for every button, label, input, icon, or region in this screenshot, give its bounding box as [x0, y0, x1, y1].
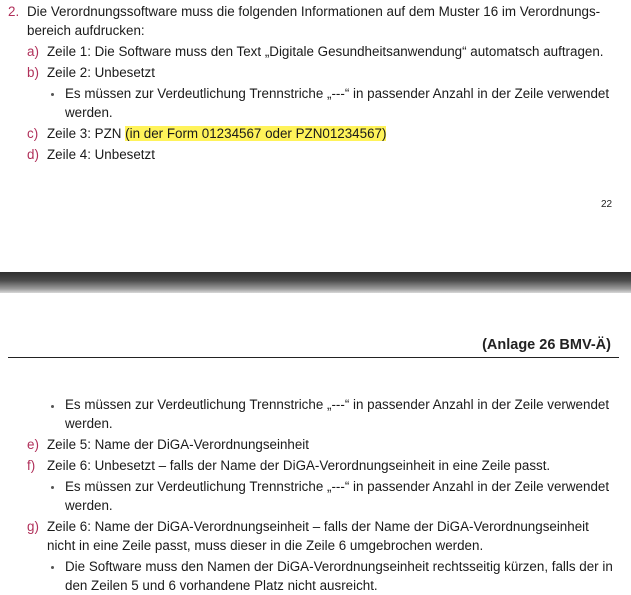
item-f-text: Zeile 6: Unbesetzt – falls der Name der DiGA-Verordnungseinheit in eine Zeile passt. [47, 458, 551, 473]
bullet-icon [51, 486, 54, 489]
item-b-bullet-line-1: Es müssen zur Verdeutlichung Trennstriche „---“ in passender Anzahl in der Zeile verwendet [65, 86, 610, 101]
bullet-1-line-1: Es müssen zur Verdeutlichung Trennstriche „---“ in passender Anzahl in der Zeile verwendet [65, 397, 610, 412]
item-g-line-1: Zeile 6: Name der DiGA-Verordnungseinheit – falls der Name der DiGA-Verordnungseinheit [47, 519, 589, 534]
item-2-line-2: bereich aufdrucken: [27, 23, 145, 38]
item-g-bullet-line-2: den Zeilen 5 und 6 vorhandene Platz nicht ausreicht. [65, 578, 378, 593]
header-rule [8, 357, 619, 358]
bullet-1-line-2: werden. [65, 416, 113, 431]
anlage-header: (Anlage 26 BMV-Ä) [482, 337, 611, 353]
item-f-label: f) [27, 458, 36, 473]
bullet-icon [51, 405, 54, 408]
item-b-text: Zeile 2: Unbesetzt [47, 65, 155, 80]
item-c-text: Zeile 3: PZN [47, 126, 122, 141]
item-f-bullet-line-2: werden. [65, 498, 113, 513]
bullet-icon [51, 93, 54, 96]
item-c-label: c) [27, 126, 39, 141]
item-f-bullet-line-1: Es müssen zur Verdeutlichung Trennstriche „---“ in passender Anzahl in der Zeile verwendet [65, 479, 610, 494]
item-g-line-2: nicht in eine Zeile passt, muss dieser in die Zeile 6 umgebrochen werden. [47, 538, 484, 553]
item-a-label: a) [27, 44, 39, 59]
page-separator [0, 272, 631, 293]
item-e-label: e) [27, 437, 39, 452]
item-b-bullet-line-2: werden. [65, 105, 113, 120]
document-page-2 [0, 293, 631, 593]
item-d-text: Zeile 4: Unbesetzt [47, 147, 155, 162]
item-b-label: b) [27, 65, 39, 80]
item-g-label: g) [27, 519, 39, 534]
page-number: 22 [601, 199, 613, 210]
bullet-icon [51, 566, 54, 569]
item-d-label: d) [27, 147, 39, 162]
item-g-bullet-line-1: Die Software muss den Namen der DiGA-Verordnungseinheit rechtsseitig kürzen, falls der in [65, 559, 613, 574]
item-c-highlight: (in der Form 01234567 oder PZN01234567) [125, 126, 387, 141]
item-2-line-1: Die Verordnungssoftware muss die folgenden Informationen auf dem Muster 16 im Verordnungs- [27, 4, 601, 19]
item-2-number: 2. [8, 4, 20, 19]
item-c-text-group [47, 124, 386, 143]
document-page-1 [0, 0, 631, 272]
item-e-text: Zeile 5: Name der DiGA-Verordnungseinheit [47, 437, 309, 452]
item-a-text: Zeile 1: Die Software muss den Text „Digitale Gesundheitsanwendung“ automatsch auftragen. [47, 44, 604, 59]
